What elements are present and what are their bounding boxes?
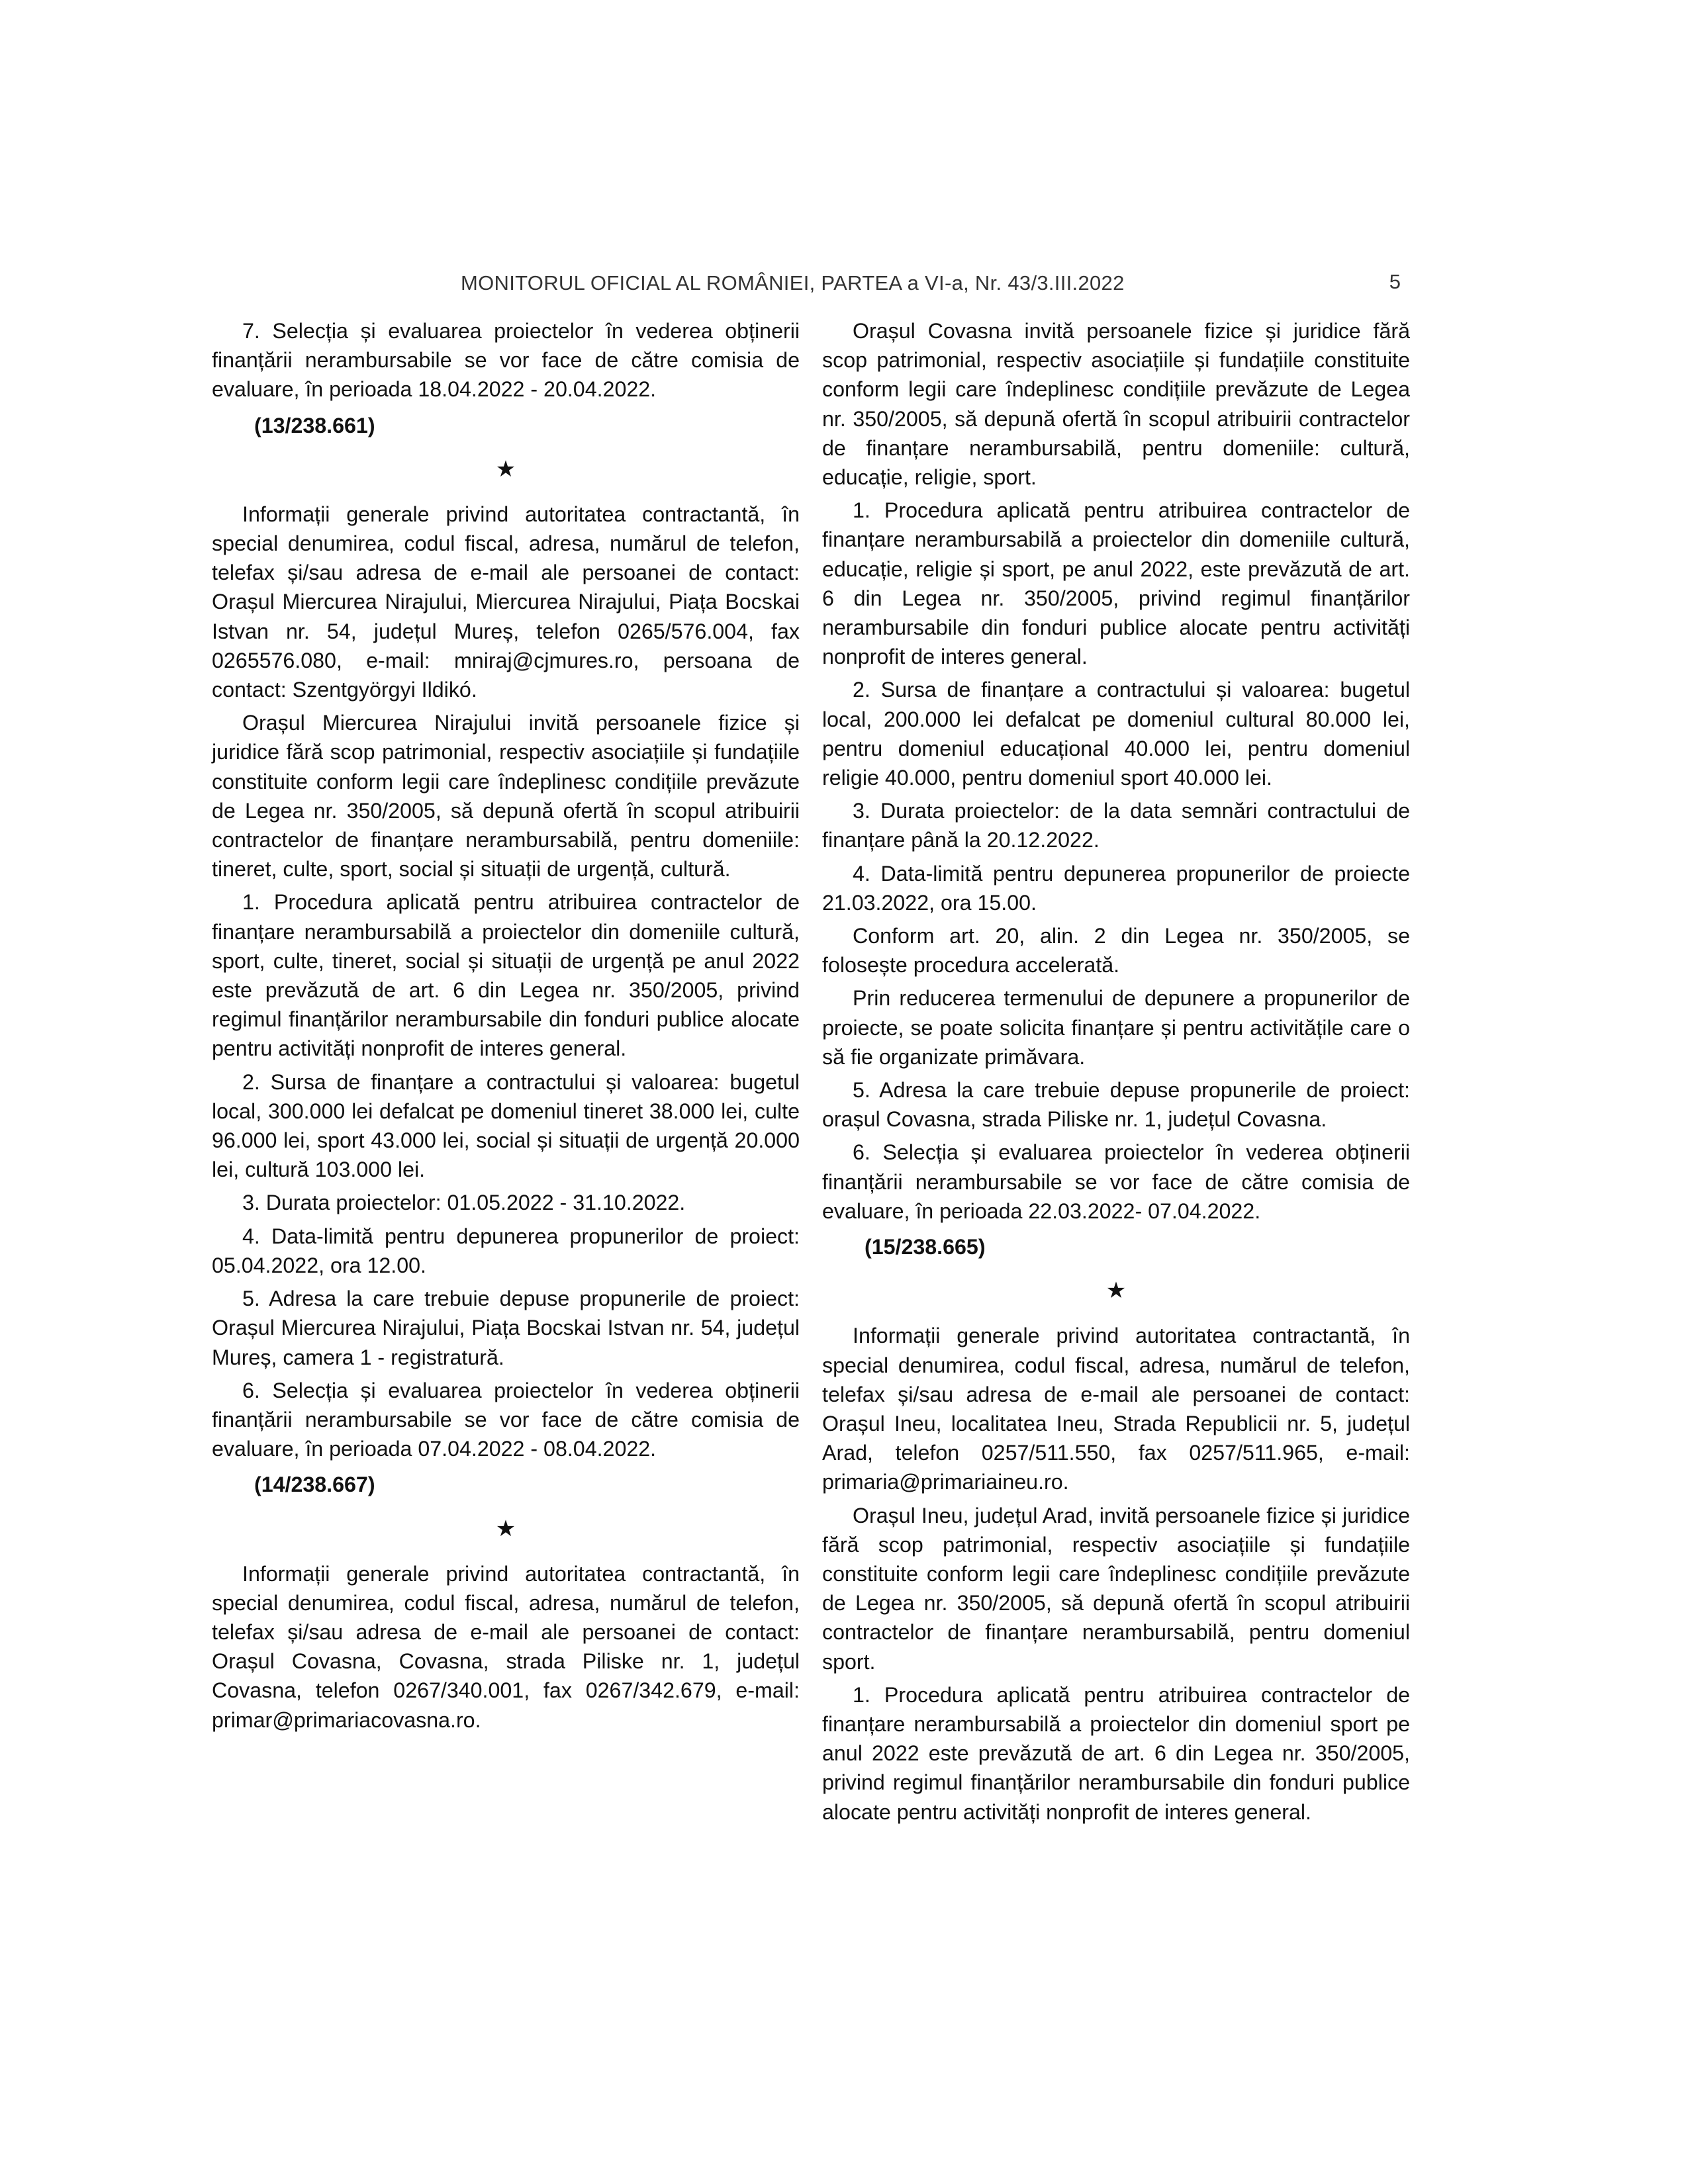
- paragraph: Orașul Ineu, județul Arad, invită persoanele fizice și juridice fără scop patrimonial, respectiv asociațiile și fundațiile constituite conform legii care îndeplinesc condițiile prevăzute de Legea nr. 350/2005, să depună ofertă în scopul atribuirii contractelor de finanțare nerambursabilă, pentru domeniul sport.: [822, 1503, 1410, 1674]
- paragraph: Informații generale privind autoritatea contractantă, în special denumirea, codul fiscal, adresa, numărul de telefon, telefax și/sau adresa de e-mail ale persoanei de contact: Orașul Covasna, Covasna, strada Piliske nr. 1, județul Covasna, telefon 0267/340.001, fax 0267/342.679, e-mail: primar@primariacovasna.ro.: [212, 1561, 800, 1732]
- paragraph: 1. Procedura aplicată pentru atribuirea contractelor de finanțare nerambursabilă a proiectelor din domeniile cultură, sport, culte, tineret, social și situații de urgență pe anul 2022 este prevăzută de art. 6 din Legea nr. 350/2005, privind regimul finanțărilor nerambursabile din fonduri publice alocate pentru activități nonprofit de interes general.: [212, 890, 800, 1061]
- paragraph: 3. Durata proiectelor: 01.05.2022 - 31.10.2022.: [242, 1191, 686, 1215]
- paragraph: 7. Selecția și evaluarea proiectelor în vederea obținerii finanțării nerambursabile se vor face de către comisia de evaluare, în perioada 18.04.2022 - 20.04.2022.: [212, 319, 800, 402]
- star-separator-icon: ★: [1105, 1278, 1127, 1304]
- paragraph: Orașul Covasna invită persoanele fizice și juridice fără scop patrimonial, respectiv asociațiile și fundațiile constituite conform legii care îndeplinesc condițiile prevăzute de Legea nr. 350/2005, să depună ofertă în scopul atribuirii contractelor de finanțare nerambursabilă, pentru domeniile: cultură, educație, religie, sport.: [822, 319, 1410, 490]
- paragraph: 1. Procedura aplicată pentru atribuirea contractelor de finanțare nerambursabilă a proiectelor din domeniul sport pe anul 2022 este prevăzută de art. 6 din Legea nr. 350/2005, privind regimul finanțărilor nerambursabile din fonduri publice alocate pentru activități nonprofit de interes general.: [822, 1682, 1410, 1824]
- paragraph: 6. Selecția și evaluarea proiectelor în vederea obținerii finanțării nerambursabile se vor face de către comisia de evaluare, în perioada 07.04.2022 - 08.04.2022.: [212, 1378, 800, 1461]
- paragraph: 5. Adresa la care trebuie depuse propunerile de proiect: orașul Covasna, strada Piliske nr. 1, județul Covasna.: [822, 1078, 1410, 1132]
- paragraph: 2. Sursa de finanțare a contractului și valoarea: bugetul local, 200.000 lei defalcat pe domeniul cultural 80.000 lei, pentru domeniul educațional 40.000 lei, pentru domeniul religie 40.000, pentru domeniul sport 40.000 lei.: [822, 678, 1410, 790]
- paragraph: Conform art. 20, alin. 2 din Legea nr. 350/2005, se folosește procedura accelerată.: [822, 924, 1410, 978]
- page-header: [209, 265, 1401, 304]
- reference-number: (15/238.665): [865, 1235, 986, 1259]
- reference-number: (14/238.667): [254, 1473, 375, 1497]
- paragraph: 5. Adresa la care trebuie depuse propunerile de proiect: Orașul Miercurea Nirajului, Piața Bocskai Istvan nr. 54, județul Mureș, camera 1 - registratură.: [212, 1287, 800, 1369]
- paragraph: 2. Sursa de finanțare a contractului și valoarea: bugetul local, 300.000 lei defalcat pe domeniul tineret 38.000 lei, culte 96.000 lei, sport 43.000 lei, social și situații de urgență 20.000 lei, cultură 103.000 lei.: [212, 1069, 800, 1182]
- paragraph: 1. Procedura aplicată pentru atribuirea contractelor de finanțare nerambursabilă a proiectelor din domeniile cultură, educație, religie și sport, pe anul 2022, este prevăzută de art. 6 din Legea nr. 350/2005, privind regimul finanțărilor nerambursabile din fonduri publice alocate pentru activități nonprofit de interes general.: [822, 498, 1410, 669]
- page-number: 5: [1389, 270, 1401, 293]
- right-column: [822, 316, 1410, 1831]
- paragraph: Informații generale privind autoritatea contractantă, în special denumirea, codul fiscal, adresa, numărul de telefon, telefax și/sau adresa de e-mail ale persoanei de contact: Orașul Ineu, localitatea Ineu, Strada Republicii nr. 5, județul Arad, telefon 0257/511.550, fax 0257/511.965, e-mail: primaria@primariaineu.ro.: [822, 1324, 1410, 1494]
- reference-number: (13/238.661): [254, 413, 375, 437]
- paragraph: 4. Data-limită pentru depunerea propunerilor de proiecte 21.03.2022, ora 15.00.: [822, 861, 1410, 915]
- paragraph: 6. Selecția și evaluarea proiectelor în vederea obținerii finanțării nerambursabile se vor face de către comisia de evaluare, în perioada 22.03.2022- 07.04.2022.: [822, 1140, 1410, 1223]
- paragraph: Orașul Miercurea Nirajului invită persoanele fizice și juridice fără scop patrimonial, respectiv asociațiile și fundațiile constituite conform legii care îndeplinesc condițiile prevăzute de Legea nr. 350/2005, să depună ofertă în scopul atribuirii contractelor de finanțare nerambursabilă, pentru domeniile: tineret, culte, sport, social și situații de urgență, cultură.: [212, 711, 800, 882]
- star-separator-icon: ★: [495, 456, 516, 482]
- paragraph: 3. Durata proiectelor: de la data semnări contractului de finanțare până la 20.12.2022.: [822, 799, 1410, 852]
- paragraph: Prin reducerea termenului de depunere a propunerilor de proiecte, se poate solicita finanțare și pentru activitățile care o să fie organizate primăvara.: [822, 986, 1410, 1069]
- left-column: [212, 316, 800, 1739]
- paragraph: Informații generale privind autoritatea contractantă, în special denumirea, codul fiscal, adresa, numărul de telefon, telefax și/sau adresa de e-mail ale persoanei de contact: Orașul Miercurea Nirajului, Miercurea Nirajului, Piața Bocskai Istvan nr. 54, județul Mureș, telefon 0265/576.004, fax 0265576.080, e-mail: mniraj@cjmures.ro, persoana de contact: Szentgyörgyi Ildikó.: [212, 502, 800, 702]
- publication-title: MONITORUL OFICIAL AL ROMÂNIEI, PARTEA a VI-a, Nr. 43/3.III.2022: [461, 271, 1125, 295]
- star-separator-icon: ★: [495, 1516, 516, 1541]
- paragraph: 4. Data-limită pentru depunerea propunerilor de proiect: 05.04.2022, ora 12.00.: [212, 1224, 800, 1277]
